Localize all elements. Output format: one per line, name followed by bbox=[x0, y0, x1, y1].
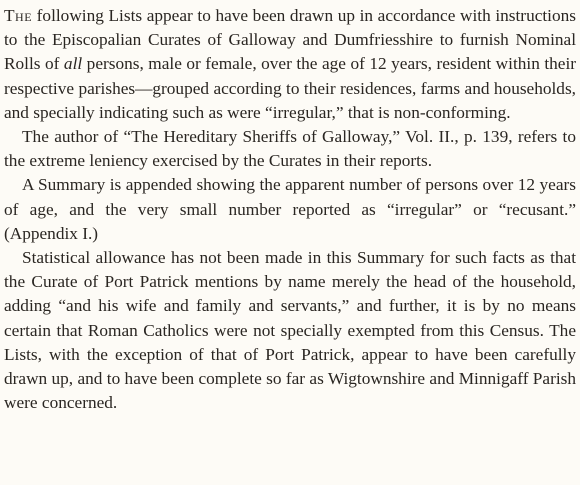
emphasized-word: all bbox=[63, 54, 83, 74]
paragraph-hereditary-sheriffs bbox=[4, 125, 576, 173]
paragraph-statistical-allowance bbox=[4, 246, 576, 415]
paragraph-text: Statistical allowance has not been made in this Summary for such facts as that the Curate of Port Patrick mentions by name merely the head of the household, adding “and his wife and family and servants,” and further, it is by no means certain that Roman Catholics were not specially exempted from this Census. The Lists, with the exception of that of Port Patrick, appear to have been carefully drawn up, and to have been complete so far as Wigtownshire and Minnigaff Parish were concerned. bbox=[4, 248, 576, 413]
paragraph-text-tail: persons, male or female, over the age of 12 years, resident within their respective parishes—grouped according to their residences, farms and households, and specially indicating such as were “irregular,” that is non-conforming. bbox=[4, 54, 577, 122]
paragraph-lead-word: The bbox=[4, 6, 33, 25]
paragraph-lists-intro bbox=[4, 4, 576, 125]
paragraph-text: A Summary is appended showing the apparent number of persons over 12 years of age, and the very small number reported as “irregular” or “recusant.” (Appendix I.) bbox=[4, 175, 576, 243]
paragraph-text: following Lists appear to have been drawn up in accordance with instructions to the Episcopalian Curates of Galloway and Dumfriesshire to furnish Nominal Rolls of bbox=[4, 6, 576, 74]
paragraph-summary bbox=[4, 173, 576, 246]
paragraph-text: The author of “The Hereditary Sheriffs of Galloway,” Vol. II., p. 139, refers to the extreme leniency exercised by the Curates in their reports. bbox=[4, 127, 576, 171]
document-page bbox=[4, 4, 576, 415]
